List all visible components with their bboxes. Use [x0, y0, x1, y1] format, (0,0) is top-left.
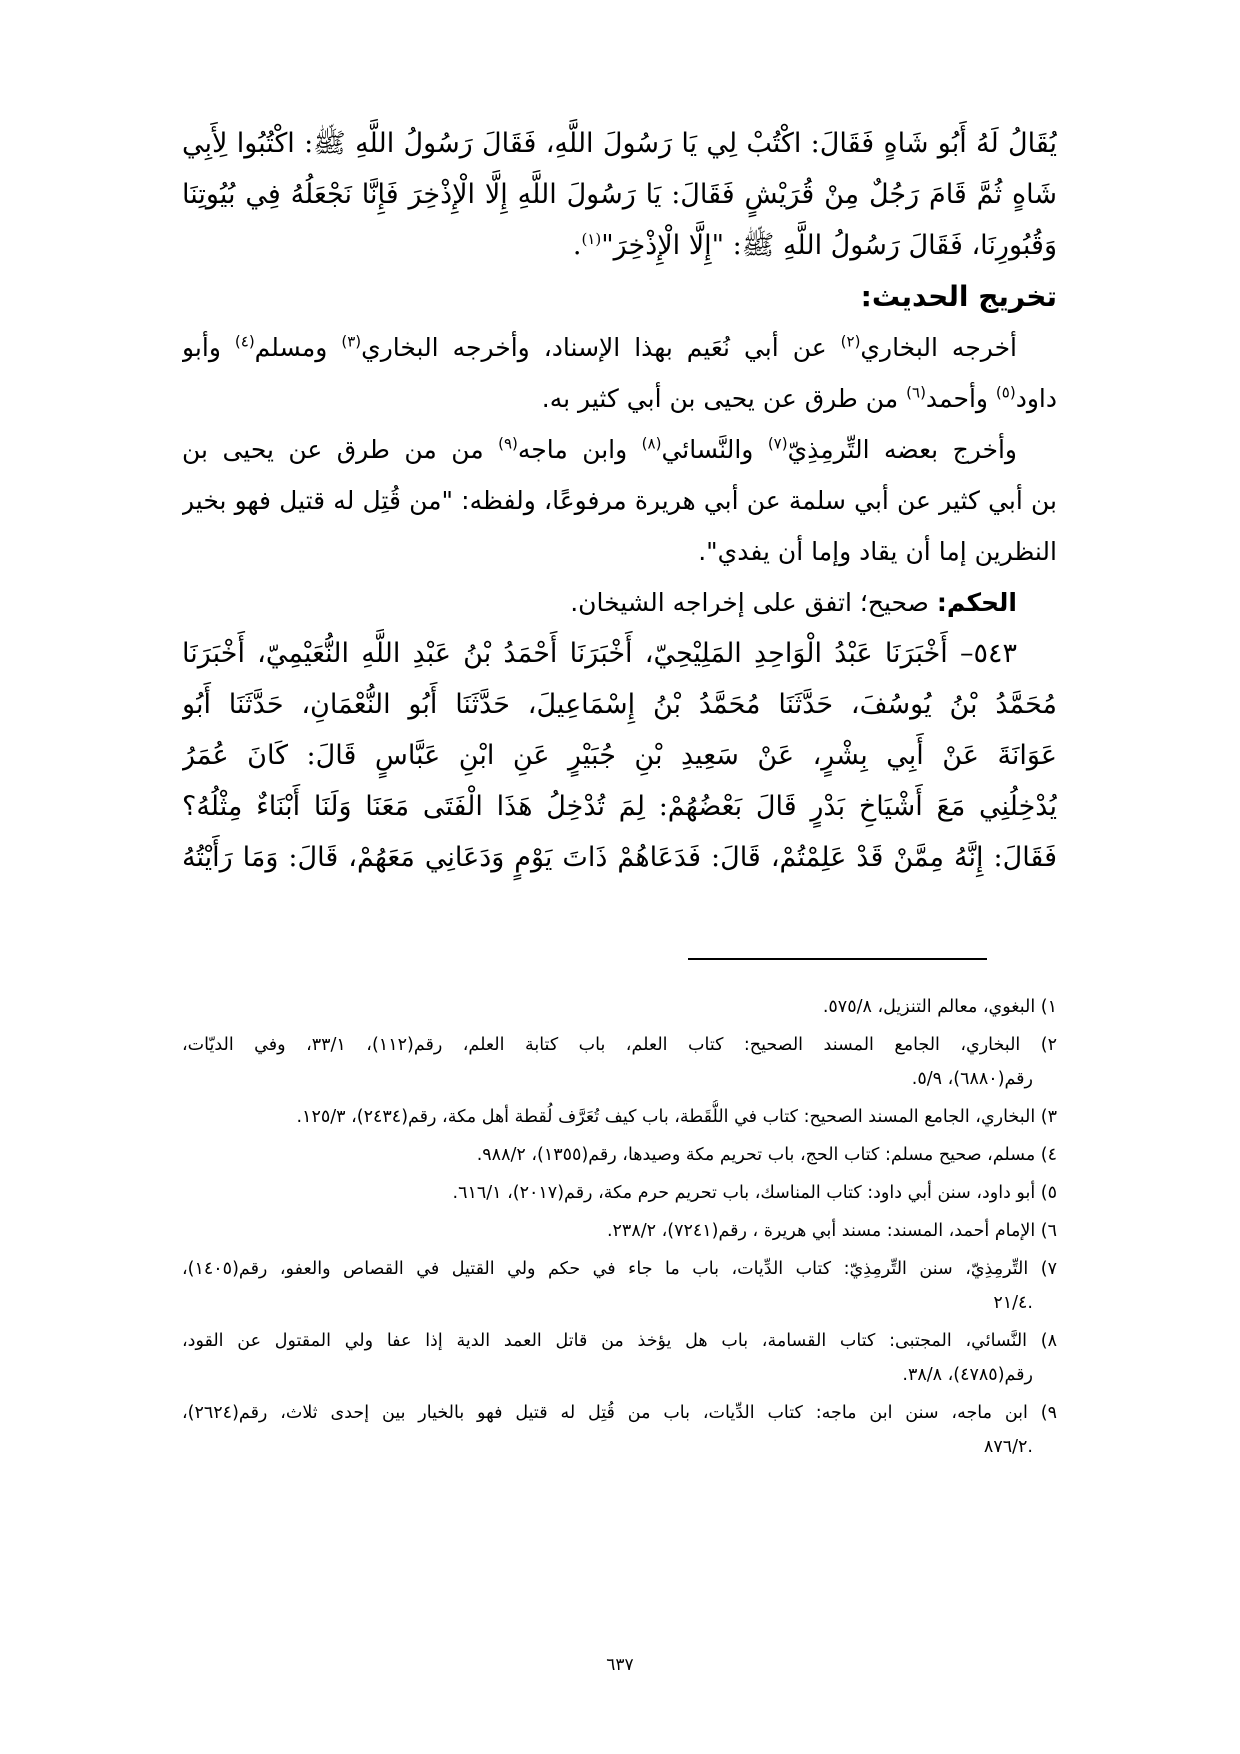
footnote-text: ٨) النَّسائي، المجتبى: كتاب القسامة، باب هل يؤخذ من قاتل العمد الدية إذا عفا ولي المقتول عن القود،: [182, 1331, 1057, 1351]
footnote-text: ٥) أبو داود، سنن أبي داود: كتاب المناسك، باب تحريم حرم مكة، رقم(٢٠١٧)، ٦١٦/١.: [452, 1183, 1057, 1203]
footnote-2: [182, 1028, 1057, 1096]
footnote-ref: (٧): [767, 434, 788, 453]
text-fragment: داود: [1015, 384, 1057, 413]
footnote-text: ٤) مسلم، صحيح مسلم: كتاب الحج، باب تحريم مكة وصيدها، رقم(١٣٥٥)، ٩٨٨/٢.: [476, 1145, 1057, 1165]
footnote-text: رقم(٤٧٨٥)، ٣٨/٨.: [902, 1365, 1033, 1385]
footnote-ref: (١): [581, 230, 602, 248]
text-fragment: وأخرج بعضه التِّرمِذِيّ: [787, 435, 1017, 464]
text-line: عَوَانَةَ عَنْ أَبِي بِشْرٍ، عَنْ سَعِيدِ بْنِ جُبَيْرٍ عَنِ ابْنِ عَبَّاسٍ قَالَ: كَانَ عُمَرُ: [182, 740, 1057, 771]
footnote-separator: [688, 958, 987, 960]
footnote-text: رقم(٦٨٨٠)، ٥/٩.: [911, 1069, 1033, 1089]
text-line: يُدْخِلُنِي مَعَ أَشْيَاخِ بَدْرٍ قَالَ بَعْضُهُمْ: لِمَ تُدْخِلُ هَذَا الْفَتَى مَعَنَا وَلَنَا أَبْنَاءٌ مِثْلُهُ؟: [182, 791, 1057, 822]
text-fragment: ومسلم: [254, 333, 342, 362]
text-fragment: والنَّسائي: [661, 435, 768, 464]
footnotes: [182, 990, 1057, 1468]
text-fragment: .: [572, 230, 582, 261]
page-number: ٦٣٧: [606, 1655, 634, 1675]
text-line: [182, 577, 1057, 628]
footnote-7: [182, 1252, 1057, 1320]
section-heading-takhrij: تخريج الحديث:: [860, 280, 1057, 313]
footnote-6: [182, 1214, 1057, 1248]
text-line: يُقَالُ لَهُ أَبُو شَاهٍ فَقَالَ: اكْتُبْ لِي يَا رَسُولَ اللَّهِ، فَقَالَ رَسُولُ اللَّهِ ﷺ: اكْتُبُوا لِأَبِي: [182, 128, 1057, 159]
footnote-1: [182, 990, 1057, 1024]
text-line: شَاهٍ ثُمَّ قَامَ رَجُلٌ مِنْ قُرَيْشٍ فَقَالَ: يَا رَسُولَ اللَّهِ إِلَّا الْإِذْخِرَ فَإِنَّا نَجْعَلُهُ فِي بُيُوتِنَا: [182, 179, 1057, 210]
text-fragment: وابن ماجه: [517, 435, 642, 464]
footnote-ref: (٣): [341, 332, 362, 351]
hadith-543: [182, 628, 1057, 883]
footnote-text: .٨٧٦/٢: [983, 1437, 1033, 1457]
footnote-3: [182, 1100, 1057, 1134]
text-line: مُحَمَّدُ بْنُ يُوسُفَ، حَدَّثَنَا مُحَمَّدُ بْنُ إِسْمَاعِيلَ، حَدَّثَنَا أَبُو النُّعْمَانِ، حَدَّثَنَا أَبُو: [182, 689, 1057, 720]
text-line: النظرين إما أن يقاد وإما أن يفدي".: [698, 537, 1057, 566]
hukm-text: صحيح؛ اتفق على إخراجه الشيخان.: [570, 588, 937, 617]
text-line: [182, 220, 1057, 271]
text-fragment: وَقُبُورِنَا، فَقَالَ رَسُولُ اللَّهِ ﷺ: "إِلَّا الْإِذْخِرَ": [601, 230, 1057, 261]
text-fragment: وأبو: [182, 333, 235, 362]
footnote-4: [182, 1138, 1057, 1172]
footnote-ref: (٩): [498, 434, 518, 453]
footnote-text: ٧) التِّرمِذِيّ، سنن التِّرمِذِيّ: كتاب الدِّيات، باب ما جاء في حكم ولي القتيل في القصاص والعفو، رقم(١٤٠٥)،: [182, 1259, 1057, 1279]
hukm-paragraph: [182, 577, 1057, 628]
footnote-9: [182, 1396, 1057, 1464]
text-line: ٥٤٣– أَخْبَرَنَا عَبْدُ الْوَاحِدِ المَلِيْحِيّ، أَخْبَرَنَا أَحْمَدُ بْنُ عَبْدِ اللَّهِ النُّعَيْمِيّ، أَخْبَرَنَا: [182, 638, 1017, 669]
footnote-text: ٣) البخاري، الجامع المسند الصحيح: كتاب في اللُّقَطة، باب كيف تُعَرَّف لُقطة أهل مكة، رقم(٢٤٣٤)، ١٢٥/٣.: [296, 1107, 1057, 1127]
text-fragment: من من طرق عن يحيى بن: [182, 435, 499, 464]
main-text: [182, 118, 1057, 883]
takhrij-paragraph-1: [182, 322, 1057, 424]
footnote-ref: (٥): [995, 383, 1016, 402]
takhrij-paragraph-2: [182, 424, 1057, 577]
footnote-ref: (٢): [840, 332, 861, 351]
text-line: بن أبي كثير عن أبي سلمة عن أبي هريرة مرفوعًا، ولفظه: "من قُتِل له قتيل فهو بخير: [182, 486, 1057, 515]
hadith-continuation: [182, 118, 1057, 271]
footnote-text: ٩) ابن ماجه، سنن ابن ماجه: كتاب الدِّيات، باب من قُتِل له قتيل فهو بالخيار بين إحدى ثلاث، رقم(٢٦٢٤)،: [182, 1403, 1057, 1423]
text-fragment: وأحمد: [925, 384, 996, 413]
footnote-8: [182, 1324, 1057, 1392]
footnote-text: ٦) الإمام أحمد، المسند: مسند أبي هريرة ، رقم(٧٢٤١)، ٢٣٨/٢.: [606, 1221, 1057, 1241]
footnote-text: ٢) البخاري، الجامع المسند الصحيح: كتاب العلم، باب كتابة العلم، رقم(١١٢)، ٣٣/١، وفي الديّات،: [182, 1035, 1057, 1055]
footnote-text: ١) البغوي، معالم التنزيل، ٥٧٥/٨.: [822, 997, 1057, 1017]
text-line: [182, 424, 1057, 475]
footnote-ref: (٦): [906, 383, 926, 402]
footnote-ref: (٤): [234, 332, 255, 351]
text-fragment: أخرجه البخاري: [860, 333, 1017, 362]
text-line: فَقَالَ: إِنَّهُ مِمَّنْ قَدْ عَلِمْتُمْ، قَالَ: فَدَعَاهُمْ ذَاتَ يَوْمٍ وَدَعَانِي مَعَهُمْ، قَالَ: وَمَا رَأَيْتُهُ: [182, 842, 1057, 873]
hukm-label: الحكم:: [936, 588, 1017, 617]
footnote-5: [182, 1176, 1057, 1210]
text-fragment: من طرق عن يحيى بن أبي كثير به.: [541, 384, 907, 413]
footnote-ref: (٨): [641, 434, 662, 453]
footnote-text: .٢١/٤: [993, 1293, 1033, 1313]
text-fragment: عن أبي نُعَيم بهذا الإسناد، وأخرجه البخاري: [361, 333, 841, 362]
text-line: [182, 322, 1057, 373]
text-line: [182, 373, 1057, 424]
